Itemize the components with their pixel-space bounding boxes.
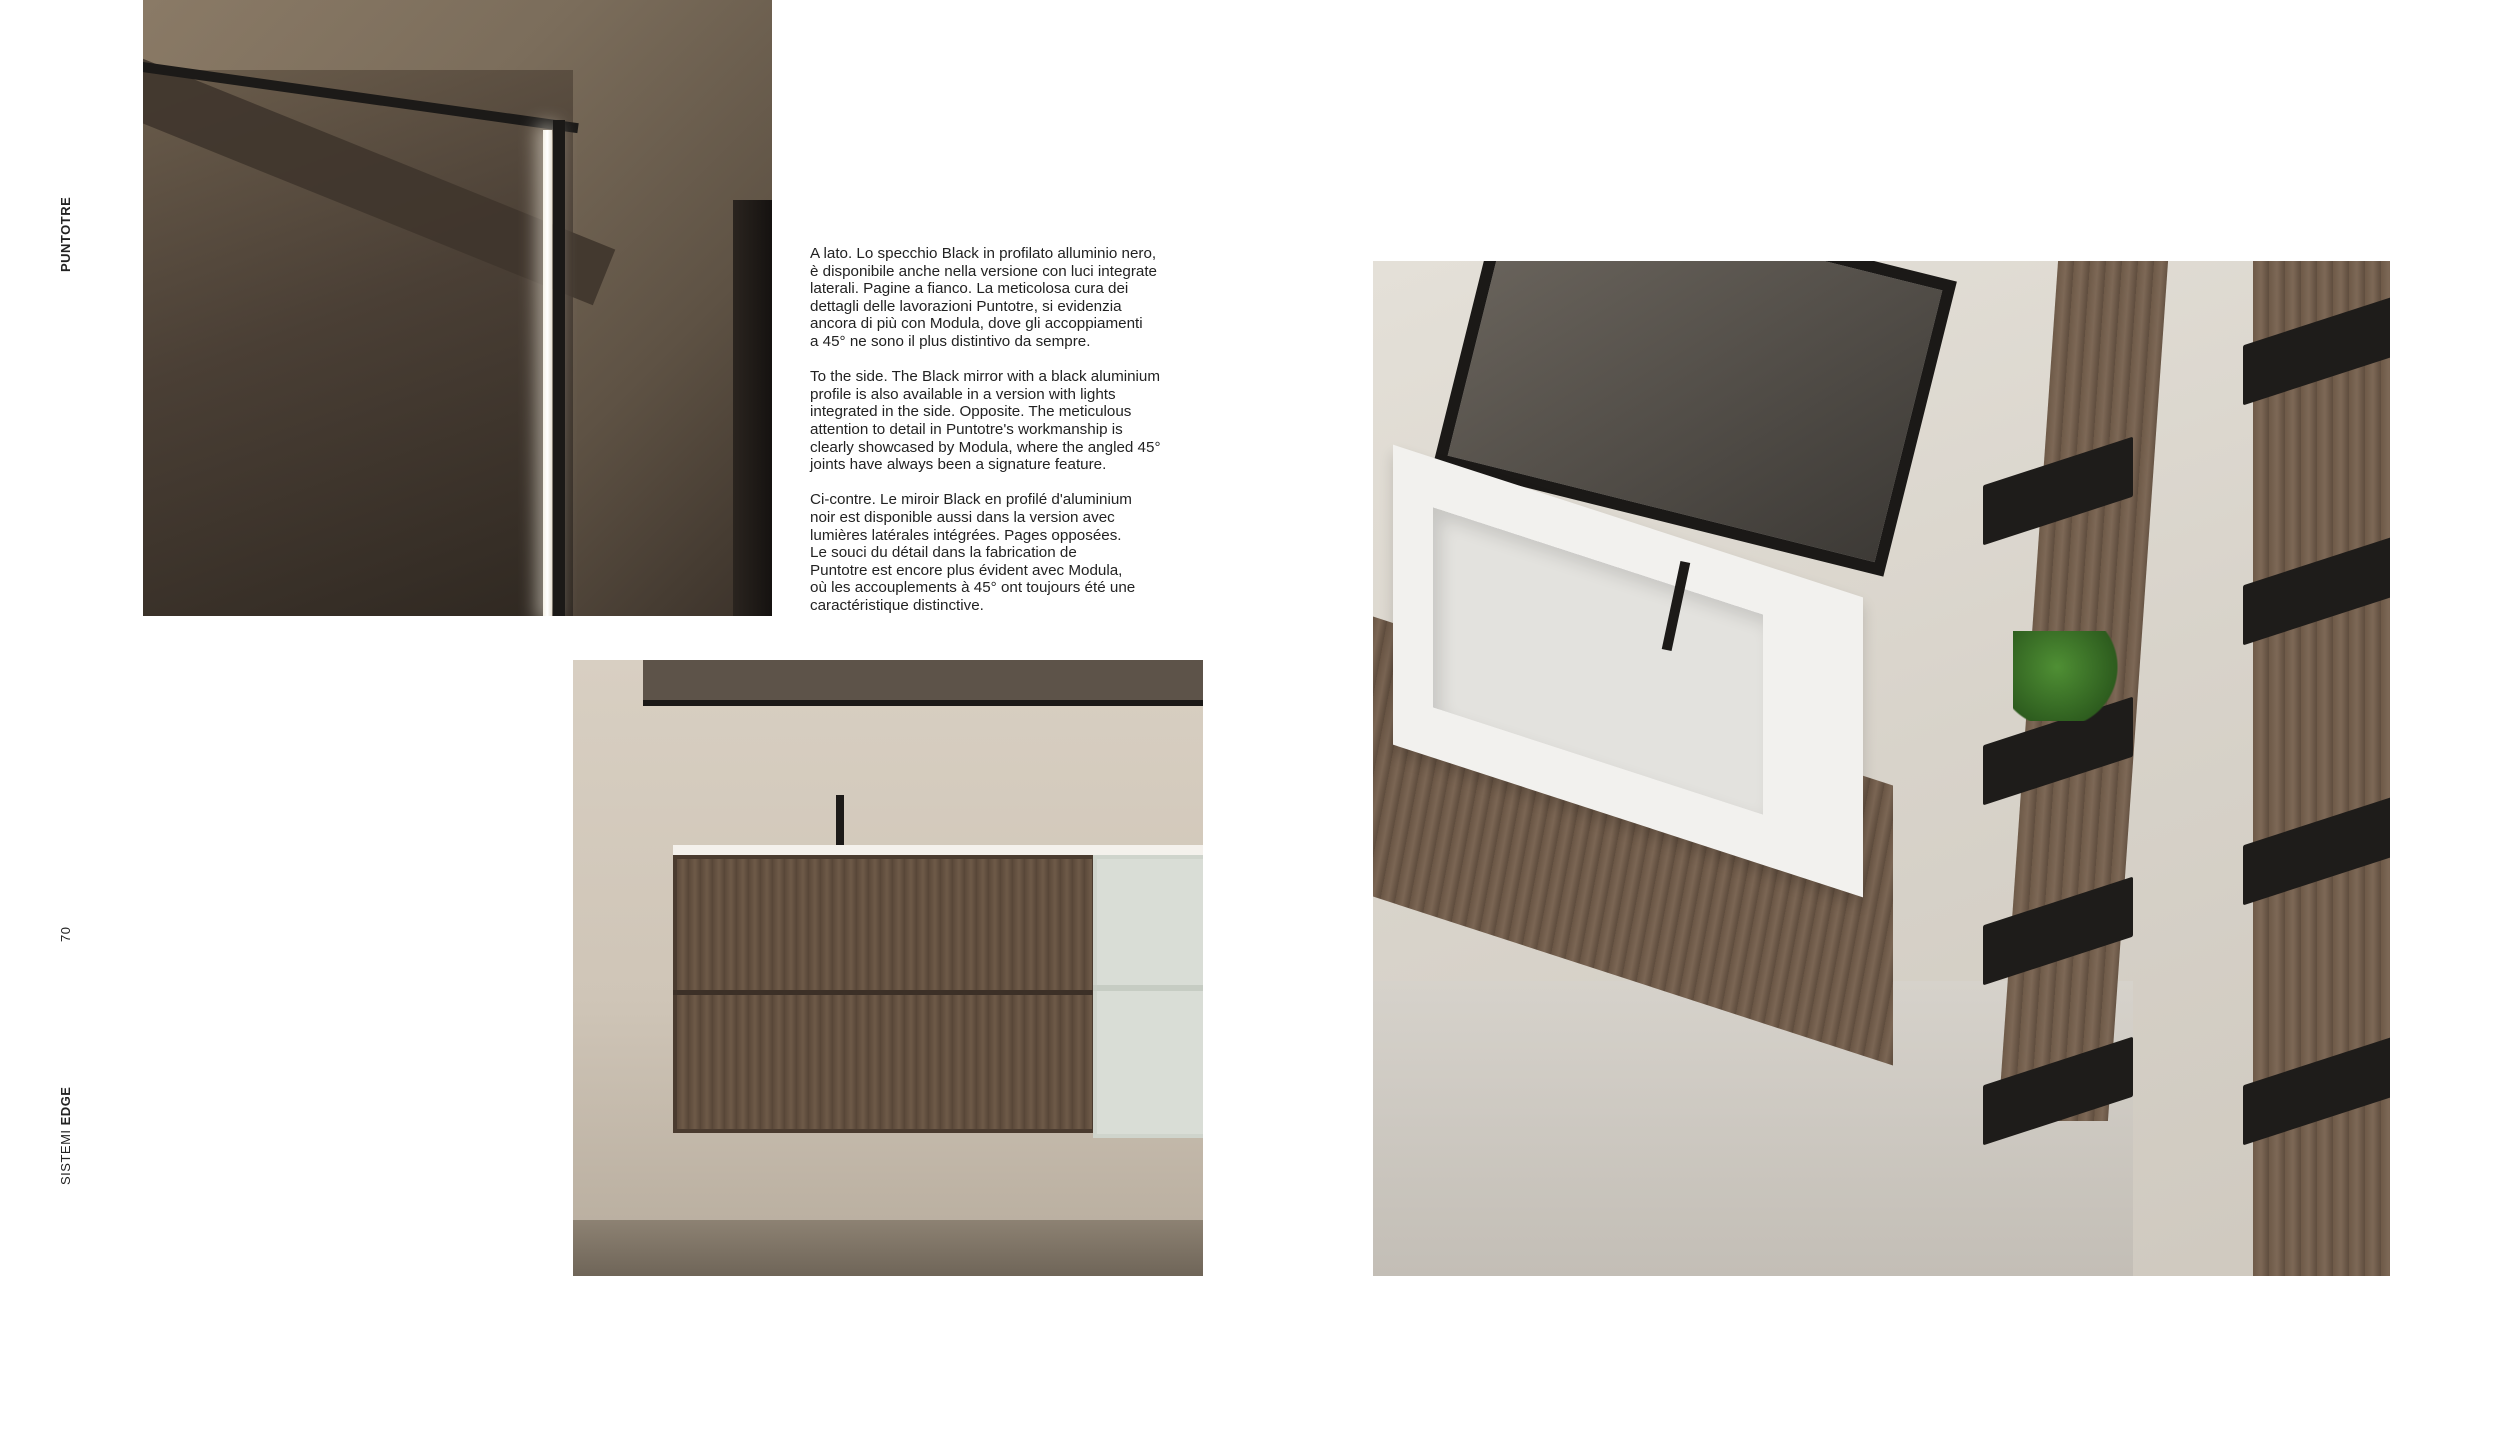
- mirror-light-strip: [543, 130, 552, 616]
- catalog-label: [58, 1087, 73, 1185]
- section-label-puntotre: [58, 197, 73, 272]
- page-number: [58, 927, 73, 942]
- catalog-label-regular: SISTEMI: [58, 1129, 73, 1185]
- description-french: Ci-contre. Le miroir Black en profilé d'aluminium noir est disponible aussi dans la version avec lumières latérales intégrées. Pages opposées. Le souci du détail dans la fabrication de Puntotre est encore plus évident avec Modula, où les accouplements à 45° ont toujours été une caractéristique distinctive.: [810, 491, 1136, 614]
- vanity-front-photo: [573, 660, 1203, 1276]
- potted-plant: [2013, 631, 2123, 721]
- section-label-text: PUNTOTRE: [58, 196, 73, 272]
- catalog-label-bold: EDGE: [58, 1086, 73, 1126]
- open-shelf-unit: [1093, 855, 1203, 1138]
- dark-wall-post: [733, 200, 772, 616]
- open-shelf-divider: [1093, 985, 1203, 991]
- floor: [573, 1220, 1203, 1276]
- drawer-divider: [673, 990, 1093, 995]
- faucet: [836, 795, 844, 845]
- mirror-frame-side: [553, 120, 565, 616]
- vanity-countertop: [673, 845, 1203, 855]
- description-english: To the side. The Black mirror with a black aluminium profile is also available in a version with lights integrated in the side. Opposite. The meticulous attention to detail in Puntotre's workmanship is clearly showcased by Modula, where the angled 45° joints have always been a signature feature.: [810, 368, 1161, 474]
- description-text-block: [810, 245, 1200, 632]
- mirror-detail-photo: [143, 0, 772, 616]
- overhead-bathroom-photo: [1373, 261, 2390, 1276]
- mirror-bottom-edge: [643, 660, 1203, 706]
- description-italian: A lato. Lo specchio Black in profilato alluminio nero, è disponibile anche nella versione con luci integrate laterali. Pagine a fianco. La meticolosa cura dei dettagli delle lavorazioni Puntotre, si evidenzia ancora di più con Modula, dove gli accoppiamenti a 45° ne sono il plus distintivo da sempre.: [810, 245, 1158, 350]
- page-number-text: 70: [58, 926, 73, 942]
